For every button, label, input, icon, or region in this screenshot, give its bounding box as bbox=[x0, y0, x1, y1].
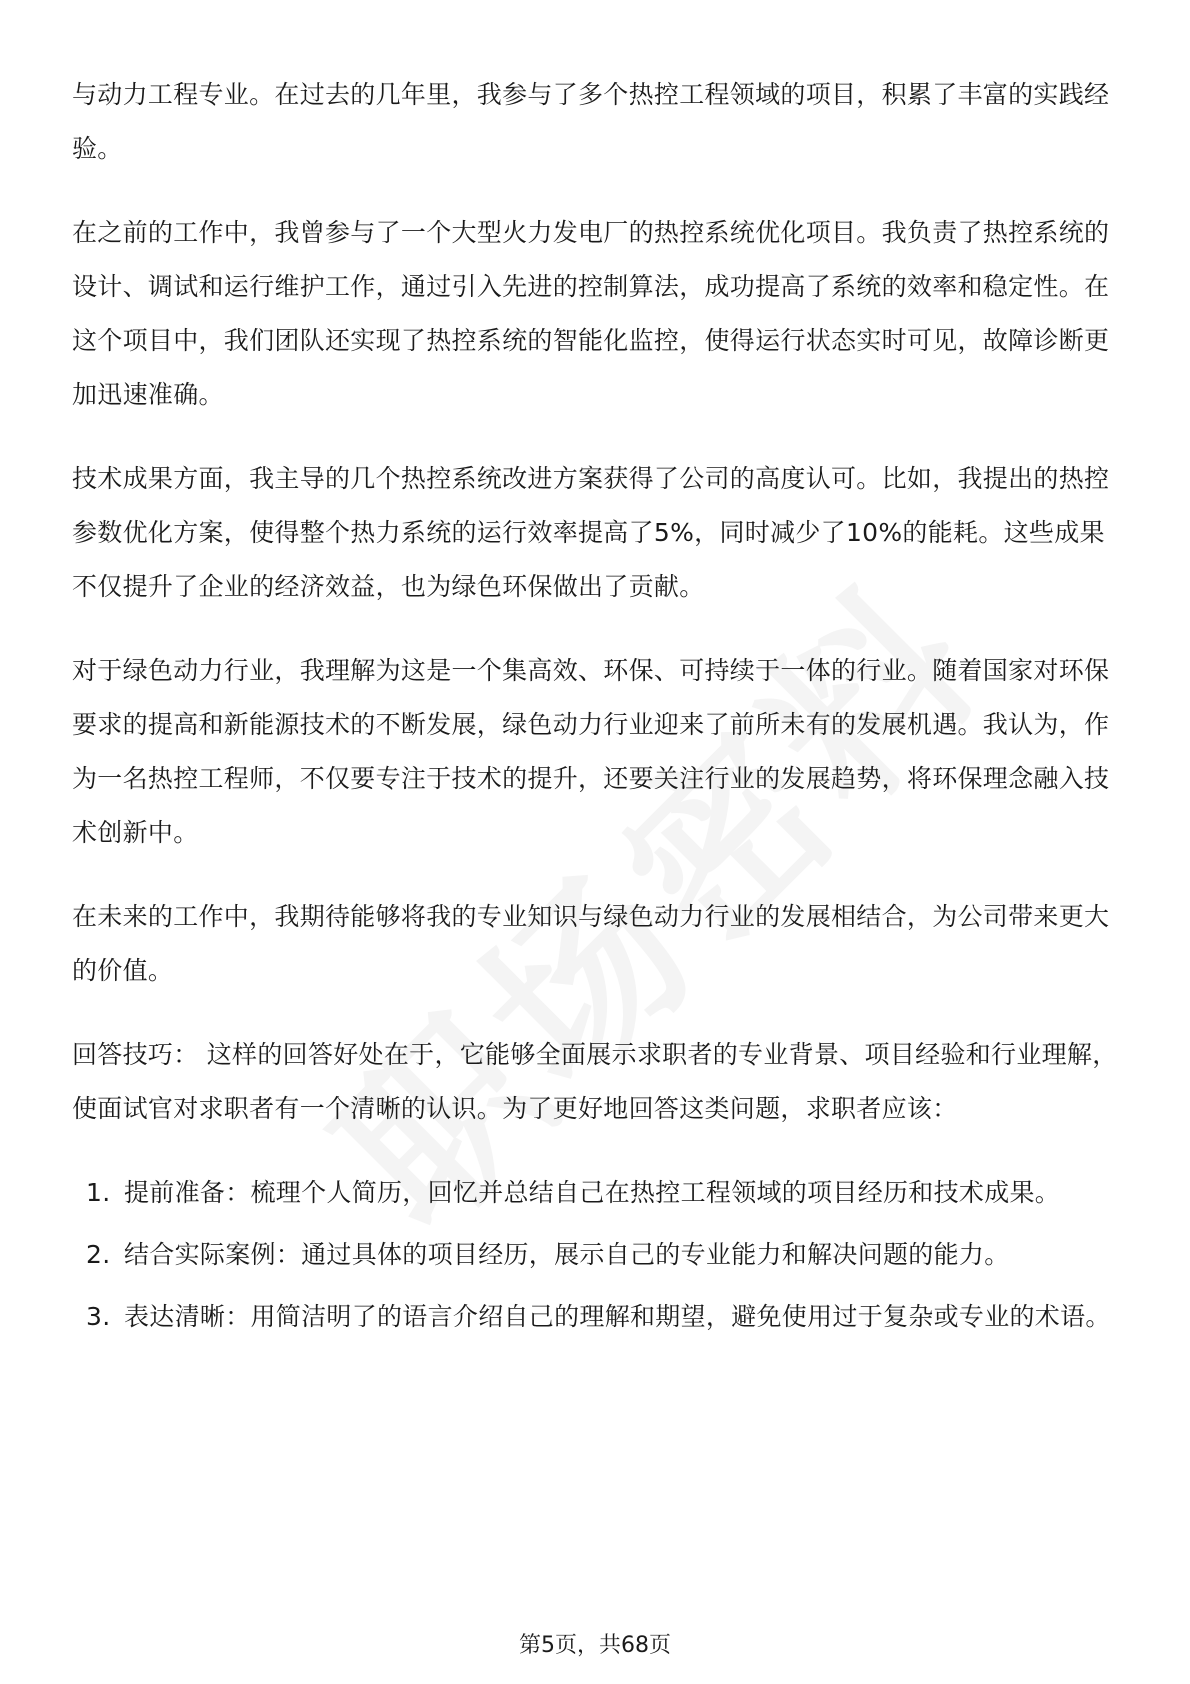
paragraph-4: 对于绿色动力行业，我理解为这是一个集高效、环保、可持续于一体的行业。随着国家对环保要求的提高和新能源技术的不断发展，绿色动力行业迎来了前所未有的发展机遇。我认为，作为一名热控工程师，不仅要专注于技术的提升，还要关注行业的发展趋势，将环保理念融入技术创新中。 bbox=[72, 656, 1110, 847]
page-footer: 第5页，共68页 bbox=[519, 1633, 671, 1658]
list-text: 提前准备：梳理个人简历，回忆并总结自己在热控工程领域的项目经历和技术成果。 bbox=[124, 1178, 1061, 1207]
list-item bbox=[72, 1228, 1118, 1282]
list-number: 1. bbox=[86, 1178, 111, 1207]
tips-list bbox=[72, 1166, 1118, 1344]
list-number: 3. bbox=[86, 1302, 111, 1331]
paragraph-2: 在之前的工作中，我曾参与了一个大型火力发电厂的热控系统优化项目。我负责了热控系统的设计、调试和运行维护工作，通过引入先进的控制算法，成功提高了系统的效率和稳定性。在这个项目中，我们团队还实现了热控系统的智能化监控，使得运行状态实时可见，故障诊断更加迅速准确。 bbox=[72, 218, 1110, 409]
list-item bbox=[72, 1290, 1118, 1344]
list-text: 表达清晰：用简洁明了的语言介绍自己的理解和期望，避免使用过于复杂或专业的术语。 bbox=[124, 1302, 1111, 1331]
paragraph-3: 技术成果方面，我主导的几个热控系统改进方案获得了公司的高度认可。比如，我提出的热控参数优化方案，使得整个热力系统的运行效率提高了5%，同时减少了10%的能耗。这些成果不仅提升了企业的经济效益，也为绿色环保做出了贡献。 bbox=[72, 464, 1110, 601]
answer-tips-paragraph: 回答技巧： 这样的回答好处在于，它能够全面展示求职者的专业背景、项目经验和行业理解，使面试官对求职者有一个清晰的认识。为了更好地回答这类问题，求职者应该： bbox=[72, 1040, 1118, 1123]
document-body bbox=[72, 68, 1118, 1352]
paragraph-5: 在未来的工作中，我期待能够将我的专业知识与绿色动力行业的发展相结合，为公司带来更大的价值。 bbox=[72, 902, 1110, 985]
list-number: 2. bbox=[86, 1240, 111, 1269]
list-text: 结合实际案例：通过具体的项目经历，展示自己的专业能力和解决问题的能力。 bbox=[124, 1240, 1010, 1269]
paragraph-1: 与动力工程专业。在过去的几年里，我参与了多个热控工程领域的项目，积累了丰富的实践经验。 bbox=[72, 80, 1110, 163]
list-item bbox=[72, 1166, 1118, 1220]
